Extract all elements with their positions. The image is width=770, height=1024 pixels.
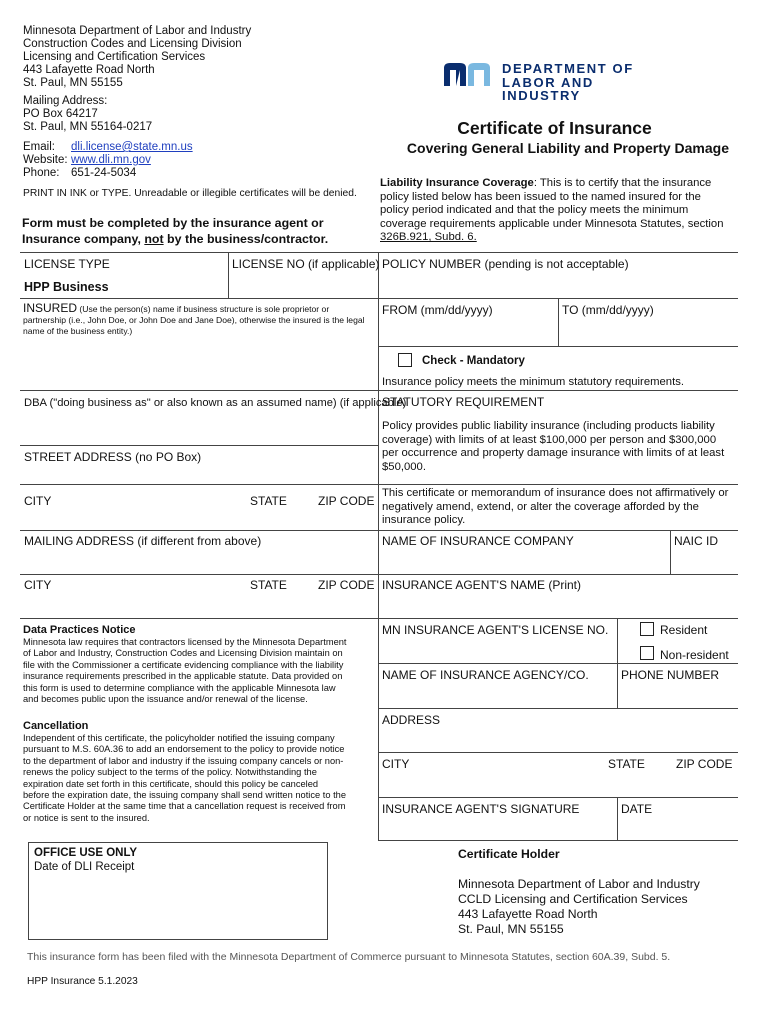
insured-note: partnership (i.e., John Doe, or John Doe and Jane Doe), otherwise the insured is the legal (23, 315, 365, 325)
nonresident-label: Non-resident (660, 648, 729, 662)
office-use-box (28, 842, 328, 940)
agency-address-block (23, 25, 251, 90)
cancellation-line: pursuant to M.S. 60A.36 to add an endorsement to the policy to provide notice (23, 744, 345, 755)
dba-field[interactable]: DBA ("doing business as" or also known as an assumed name) (if applicable) (24, 397, 407, 409)
mailing-state-field[interactable]: STATE (250, 578, 287, 592)
print-note: PRINT IN INK or TYPE. Unreadable or illegible certificates will be denied. (23, 188, 357, 199)
street-address-field[interactable]: STREET ADDRESS (no PO Box) (24, 450, 202, 464)
page-title: Certificate of Insurance (457, 118, 652, 138)
policy-number-field[interactable]: POLICY NUMBER (pending is not acceptable) (382, 257, 629, 271)
holder-line: CCLD Licensing and Certification Services (458, 892, 688, 906)
insurance-company-field[interactable]: NAME OF INSURANCE COMPANY (382, 534, 574, 548)
signature-date-field[interactable]: DATE (621, 802, 653, 816)
data-practices-line: file with the Commissioner a certificate evidencing compliance with the liability (23, 659, 344, 670)
grid-line (617, 797, 618, 840)
logo-line1: DEPARTMENT OF (502, 61, 634, 76)
data-practices-title: Data Practices Notice (23, 624, 136, 636)
mailing-address-block (23, 95, 152, 134)
statutory-requirement-label: STATUTORY REQUIREMENT (382, 395, 545, 409)
statute-link[interactable]: 326B.921, Subd. 6. (380, 231, 477, 244)
phone-value: 651-24-5034 (71, 167, 137, 179)
org-line: St. Paul, MN 55155 (23, 77, 123, 89)
coverage-text (380, 177, 735, 245)
zip-field[interactable]: ZIP CODE (318, 494, 375, 508)
coverage-label: Liability Insurance Coverage (380, 177, 534, 189)
grid-line (228, 252, 229, 298)
naic-id-field[interactable]: NAIC ID (674, 534, 719, 548)
filed-notice: This insurance form has been filed with the Minnesota Department of Commerce pursuant to Minnesota Statutes, section 60A.39, Subd. 5. (27, 951, 671, 963)
coverage-line: policy period indicated and that the policy meets the minimum (380, 204, 689, 217)
grid-line (670, 530, 671, 574)
holder-line: Minnesota Department of Labor and Industry (458, 877, 700, 891)
page-subtitle: Covering General Liability and Property Damage (406, 140, 729, 156)
resident-label: Resident (660, 623, 708, 637)
agent-license-field[interactable]: MN INSURANCE AGENT'S LICENSE NO. (382, 623, 609, 637)
insured-label: INSURED (23, 301, 78, 315)
grid-line (378, 346, 738, 347)
cancellation-line: or notice is sent to the insured. (23, 812, 150, 823)
disclaimer-line: negatively amend, extend, or alter the coverage afforded by the (382, 500, 699, 513)
grid-line (20, 252, 738, 253)
coverage-line: policy listed below has been issued to the named insured for the (380, 190, 701, 203)
nonresident-checkbox[interactable] (640, 646, 654, 660)
grid-line (20, 445, 378, 446)
org-line: Construction Codes and Licensing Division (23, 38, 242, 50)
logo-line2: LABOR AND INDUSTRY (502, 75, 594, 103)
disclaimer-line: This certificate or memorandum of insurance does not affirmatively or (382, 487, 729, 499)
holder-line: 443 Lafayette Road North (458, 907, 598, 921)
agent-note-line1: Form must be completed by the insurance agent or (22, 216, 324, 230)
mailing-address-field[interactable]: MAILING ADDRESS (if different from above) (24, 534, 262, 548)
license-no-field[interactable]: LICENSE NO (if applicable) (232, 257, 380, 271)
mailing-city-field[interactable]: CITY (24, 578, 52, 592)
dli-logo (442, 60, 672, 103)
phone-label: Phone: (23, 167, 60, 179)
phone-number-field[interactable]: PHONE NUMBER (621, 668, 720, 682)
agency-zip-field[interactable]: ZIP CODE (676, 757, 733, 771)
check-mandatory-label: Check - Mandatory (422, 355, 525, 367)
from-date-field[interactable]: FROM (mm/dd/yyyy) (382, 303, 493, 317)
grid-line (378, 752, 738, 753)
city-field[interactable]: CITY (24, 494, 52, 508)
contact-block (23, 141, 193, 180)
holder-line: St. Paul, MN 55155 (458, 922, 564, 936)
dli-receipt-date-field[interactable]: Date of DLI Receipt (34, 861, 135, 873)
grid-line (558, 298, 559, 346)
data-practices-line: this form is used to determine compliance with the applicable Minnesota law (23, 682, 336, 693)
cancellation-line: Certificate Holder at the same time that a cancellation request is received from (23, 801, 346, 812)
mandatory-checkbox[interactable] (398, 353, 412, 367)
cancellation-notice (23, 719, 375, 824)
policy-meets-text: Insurance policy meets the minimum statutory requirements. (382, 376, 684, 388)
grid-line (378, 840, 738, 841)
org-line: 443 Lafayette Road North (23, 64, 155, 76)
cancellation-line: renews the policy subject to the terms of the policy. Notwithstanding the (23, 767, 317, 778)
cancellation-line: to the department of labor and industry if the issuing company cancels or non- (23, 755, 344, 766)
license-type-field[interactable]: LICENSE TYPE (24, 257, 110, 271)
statutory-line: Policy provides public liability insurance (including products liability (382, 420, 715, 432)
state-field[interactable]: STATE (250, 494, 287, 508)
grid-line (378, 663, 738, 664)
agent-name-field[interactable]: INSURANCE AGENT'S NAME (Print) (382, 578, 581, 592)
resident-checkbox[interactable] (640, 622, 654, 636)
cancellation-line: before the expiration date, the issuing company shall send written notice to the (23, 790, 347, 801)
org-line: Licensing and Certification Services (23, 51, 206, 63)
cancellation-line: expiration date set forth in this certificate, should this policy be canceled (23, 778, 319, 789)
email-label: Email: (23, 141, 55, 153)
statutory-line: $50,000. (382, 460, 426, 473)
disclaimer-text (382, 487, 728, 528)
grid-line (20, 484, 738, 485)
grid-line (378, 252, 379, 840)
data-practices-line: and becomes public upon the issuance and/or renewal of the license. (23, 694, 308, 705)
data-practices-line: Minnesota law requires that contractors licensed by the Minnesota Department (23, 637, 347, 647)
statutory-text (382, 420, 724, 474)
org-line: Minnesota Department of Labor and Industry (23, 25, 252, 37)
agency-city-field[interactable]: CITY (382, 757, 410, 771)
data-practices-notice (23, 623, 375, 705)
insured-note: name of the business entity.) (23, 326, 133, 336)
grid-line (20, 618, 738, 619)
insured-field[interactable] (23, 303, 378, 337)
form-id: HPP Insurance 5.1.2023 (27, 976, 138, 987)
agent-note-line2c: by the business/contractor. (163, 232, 329, 246)
disclaimer-line: insurance policy. (382, 514, 466, 526)
website-label: Website: (23, 154, 68, 166)
office-use-title: OFFICE USE ONLY (34, 847, 138, 859)
agency-address-field[interactable]: ADDRESS (382, 713, 441, 727)
grid-line (378, 708, 738, 709)
coverage-line: : This is to certify that the insurance (533, 177, 712, 189)
grid-line (378, 797, 738, 798)
website-link[interactable]: www.dli.mn.gov (71, 154, 151, 166)
agent-signature-field[interactable]: INSURANCE AGENT'S SIGNATURE (382, 802, 580, 816)
mailing-line: PO Box 64217 (23, 108, 98, 120)
cancellation-line: Independent of this certificate, the policyholder notified the issuing company (23, 733, 335, 743)
coverage-line: coverage requirements applicable under Minnesota Statutes, section (380, 217, 724, 230)
grid-line (20, 530, 738, 531)
grid-line (20, 298, 738, 299)
grid-line (20, 390, 738, 391)
certificate-holder-title: Certificate Holder (458, 847, 560, 861)
mn-logo-icon (442, 60, 494, 88)
mailing-line: St. Paul, MN 55164-0217 (23, 121, 153, 133)
to-date-field[interactable]: TO (mm/dd/yyyy) (562, 303, 654, 317)
agency-name-field[interactable]: NAME OF INSURANCE AGENCY/CO. (382, 668, 589, 682)
data-practices-line: of Labor and Industry, Construction Codes and Licensing Division maintain on (23, 648, 343, 659)
data-practices-line: insurance requirements prescribed in the applicable statute. Data provided on (23, 671, 343, 682)
grid-line (20, 574, 738, 575)
agency-state-field[interactable]: STATE (608, 757, 645, 771)
license-type-value: HPP Business (24, 280, 109, 294)
statutory-line: per occurrence and property damage insurance with limits of at least (382, 447, 725, 459)
certificate-holder-address (458, 877, 700, 937)
grid-line (617, 618, 618, 708)
mailing-zip-field[interactable]: ZIP CODE (318, 578, 375, 592)
agent-note-line2a: Insurance company, (22, 232, 145, 246)
agent-note-not: not (144, 232, 164, 246)
cancellation-title: Cancellation (23, 720, 89, 732)
email-link[interactable]: dli.license@state.mn.us (71, 141, 193, 153)
mailing-line: Mailing Address: (23, 95, 108, 107)
agent-note (22, 215, 328, 247)
insured-note: (Use the person(s) name if business structure is sole proprietor or (77, 304, 330, 314)
statutory-line: coverage) with limits of at least $100,000 per person and $300,000 (382, 433, 717, 446)
